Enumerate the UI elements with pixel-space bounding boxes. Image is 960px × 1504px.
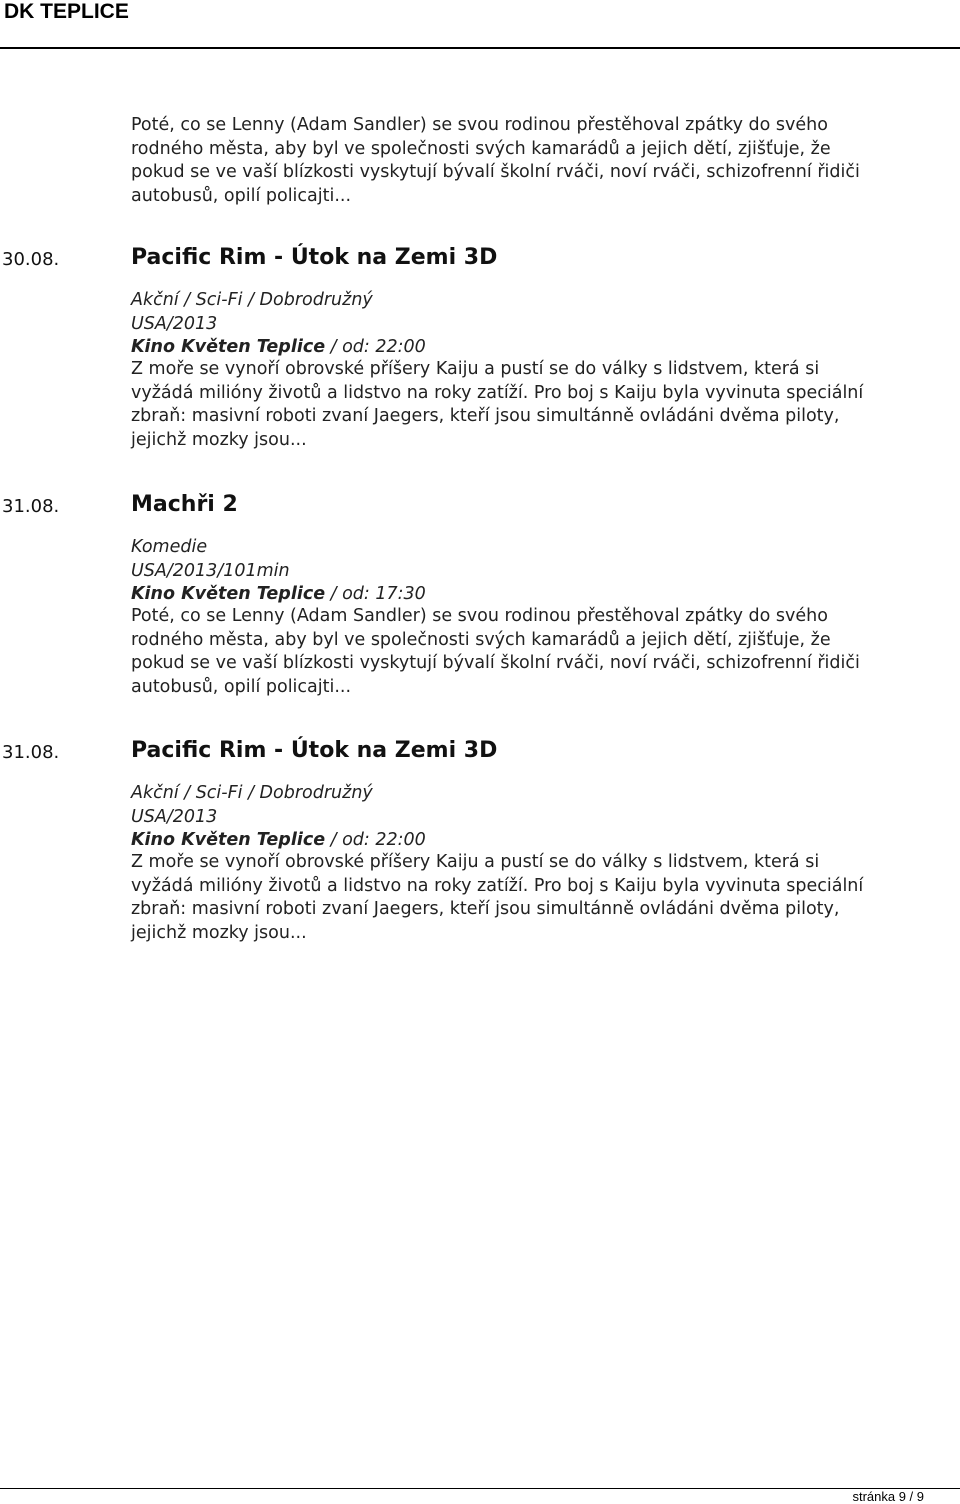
- event-time-prefix: / od:: [325, 337, 376, 357]
- event-description: Z moře se vynoří obrovské příšery Kaiju a pustí se do války s lidstvem, která si vyžádá milióny životů a lidstvo na roky zatíží. Pro boj s Kaiju byla vyvinuta speciální zbraň: masivní roboti zvaní Jaegers, kteří jsou simultánně ovládáni dvěma piloty, jejichž mozky jsou...: [131, 852, 864, 943]
- event-origin: USA/2013: [131, 314, 218, 334]
- event-origin: USA/2013/101min: [131, 561, 290, 581]
- event-venue: Kino Květen Teplice: [131, 337, 326, 357]
- event-time-prefix: / od:: [325, 830, 376, 850]
- event-time: 22:00: [375, 830, 426, 850]
- event-venue-line: [131, 583, 426, 606]
- event-venue: Kino Květen Teplice: [131, 830, 326, 850]
- header-divider: [0, 47, 960, 49]
- page-number: stránka 9 / 9: [852, 1489, 924, 1504]
- event-title: Machři 2: [131, 492, 238, 517]
- event-genre: Akční / Sci-Fi / Dobrodružný: [131, 783, 373, 803]
- intro-description: Poté, co se Lenny (Adam Sandler) se svou rodinou přestěhoval zpátky do svého rodného města, aby byl ve společnosti svých kamarádů a jejich dětí, zjišťuje, že pokud se ve vaší blízkosti vyskytují bývalí školní rváči, noví rváči, schizofrenní řidiči autobusů, opilí policajti...: [131, 115, 860, 206]
- event-venue-line: [131, 829, 426, 852]
- event-time-prefix: / od:: [325, 584, 376, 604]
- event-time: 22:00: [375, 337, 426, 357]
- event-description: Poté, co se Lenny (Adam Sandler) se svou rodinou přestěhoval zpátky do svého rodného města, aby byl ve společnosti svých kamarádů a jejich dětí, zjišťuje, že pokud se ve vaší blízkosti vyskytují bývalí školní rváči, noví rváči, schizofrenní řidiči autobusů, opilí policajti...: [131, 606, 860, 697]
- page-header: [0, 0, 960, 50]
- event-title: Pacific Rim - Útok na Zemi 3D: [131, 245, 498, 270]
- page-footer: [0, 1488, 960, 1504]
- event-time: 17:30: [375, 584, 426, 604]
- event-date: 31.08.: [2, 496, 60, 517]
- event-origin: USA/2013: [131, 807, 218, 827]
- event-date: 31.08.: [2, 742, 60, 763]
- event-venue-line: [131, 336, 426, 359]
- event-title: Pacific Rim - Útok na Zemi 3D: [131, 738, 498, 763]
- event-genre: Akční / Sci-Fi / Dobrodružný: [131, 290, 373, 310]
- footer-divider: [0, 1488, 960, 1489]
- event-venue: Kino Květen Teplice: [131, 584, 326, 604]
- event-description: Z moře se vynoří obrovské příšery Kaiju a pustí se do války s lidstvem, která si vyžádá milióny životů a lidstvo na roky zatíží. Pro boj s Kaiju byla vyvinuta speciální zbraň: masivní roboti zvaní Jaegers, kteří jsou simultánně ovládáni dvěma piloty, jejichž mozky jsou...: [131, 359, 864, 450]
- event-date: 30.08.: [2, 249, 60, 270]
- site-title: DK TEPLICE: [4, 0, 129, 23]
- event-genre: Komedie: [131, 537, 208, 557]
